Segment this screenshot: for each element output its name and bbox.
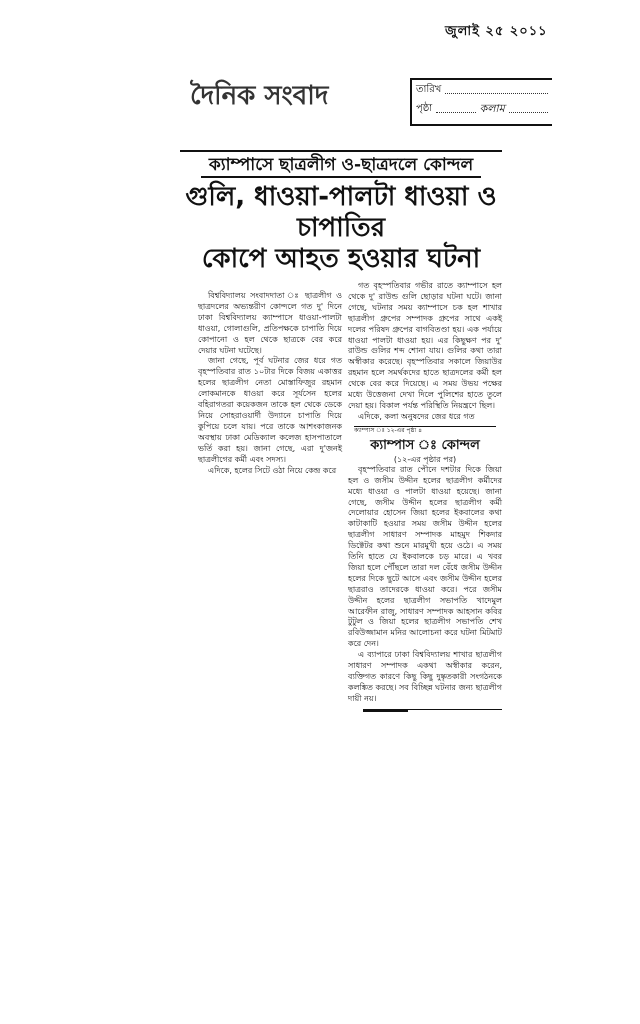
page-label: পৃষ্ঠা (416, 103, 433, 114)
paragraph: গত বৃহস্পতিবার গভীর রাতে ক্যাম্পাসে হল থেকে দু' রাউন্ড গুলি ছোড়ার ঘটনা ঘটে। জানা গেছে, ঘটনার সময় ক্যাম্পাসে চক হল শাখার ছাত্রলীগ গ্রুপের সম্পাদক গ্রুপের সাথে একই দলের পরিষদ গ্রুপের বাগবিতণ্ডা হয়। এক পর্যায়ে ধাওয়া পালটা ধাওয়া হয়। এর কিছুক্ষণ পর দু' রাউন্ড গুলির শব্দ শোনা যায়। গুলির কথা তারা অস্বীকার করেছে। বৃহস্পতিবার সকালে জিয়াউর রহমান হলে সমর্থকদের হাতে ছাত্রদলের কর্মী হল থেকে বের করে দিয়েছে। এ সময় উভয় পক্ষের মধ্যে উত্তেজনা দেখা দিলে পুলিশের হাতে তুলে দেয়া হয়। বিকাল পর্যন্ত পরিস্থিতি নিয়ন্ত্রণে ছিল। (348, 281, 502, 410)
article-kicker: ক্যাম্পাসে ছাত্রলীগ ও-ছাত্রদলে কোন্দল (201, 154, 481, 178)
jump-line: ক্যাম্পাস ঃ ১২-এর পৃষ্ঠা ৪ (354, 426, 496, 435)
end-rules (348, 709, 502, 713)
date-label: তারিখ (416, 84, 442, 95)
article-columns (180, 281, 502, 713)
article-column-right (348, 281, 502, 713)
continued-title: ক্যাম্পাস ঃ কোন্দল (370, 437, 480, 453)
date-blank (445, 85, 548, 94)
article-headline (180, 182, 502, 275)
article (180, 150, 502, 713)
paragraph: এদিকে, হলের সিটে ওঠা নিয়ে কেন্দ্র করে (208, 465, 337, 475)
paragraph: বিশ্ববিদ্যালয় সংবাদদাতা ঃ ছাত্রলীগ ও ছাত্রদলের অভ্যন্তরীণ কোন্দলে গত দু' দিনে ঢাকা বিশ্ববিদ্যালয় ক্যাম্পাসে ধাওয়া-পালটা ধাওয়া, গোলাগুলি, প্রতিপক্ষকে চাপাতি দিয়ে কোপানো ও হল থেকে ছাত্রকে বের করে দেয়ার ঘটনা ঘটেছে। (198, 291, 342, 355)
column-label: কলাম (479, 102, 505, 115)
paragraph: এদিকে, কলা অনুষদের জের ধরে গত (358, 411, 475, 421)
end-rule-divider (363, 710, 408, 712)
paragraph: এ ব্যাপারে ঢাকা বিশ্ববিদ্যালয় শাখার ছাত্রলীগ সাধারণ সম্পাদক একথা অস্বীকার করেন, ব্যক্তিগত কারণে কিছু কিছু দুষ্কৃতকারী সংগঠনকে কলঙ্কিত করছে। সব বিচ্ছিন্ন ঘটনার জন্য ছাত্রলীগ দায়ী নয়। (348, 650, 502, 703)
received-date-stamp: জুলাই ২৫ ২০১১ (445, 24, 548, 39)
page-blank (436, 104, 475, 113)
kicker-rule (180, 150, 502, 178)
newspaper-masthead: দৈনিক সংবাদ (190, 81, 329, 111)
column-blank (509, 104, 548, 113)
headline-line-1: গুলি, ধাওয়া-পালটা ধাওয়া ও চাপাতির (185, 182, 497, 243)
clipping-reference-box (410, 78, 552, 126)
article-continued-column (348, 465, 502, 705)
article-column-left (198, 291, 342, 476)
paragraph: জানা গেছে, পূর্ব ঘটনার জের ধরে গত বৃহস্পতিবার রাত ১০টার দিকে বিজয় একাত্তর হলের ছাত্রলীগ নেতা মোস্তাফিজুর রহমান লোকমানকে ধাওয়া করে সূর্যসেন হলের বহিরাগতরা কয়েকজন তাকে হল থেকে ডেকে নিয়ে সোহরাওয়ার্দী উদ্যানে চাপাতি দিয়ে কুপিয়ে চলে যায়। পরে তাকে আশংকাজনক অবস্থায় ঢাকা মেডিক্যাল কলেজ হাসপাতালে ভর্তি করা হয়। জানা গেছে, এরা দু'জনই ছাত্রলীগের কর্মী এবং সদস্য। (198, 356, 342, 464)
continued-subtitle: (১২-এর পৃষ্ঠার পর) (393, 454, 457, 464)
paragraph: বৃহস্পতিবার রাত পৌনে দশটার দিকে জিয়া হল ও জসীম উদ্দীন হলের ছাত্রলীগ কর্মীদের মধ্যে ধাওয়া ও পালটা ধাওয়া হয়েছে। জানা গেছে, জসীম উদ্দীন হলের ছাত্রলীগ কর্মী দেলোয়ার হোসেন জিয়া হলের ইকবালের কথা কাটাকাটি হওয়ার সময় জসীম উদ্দীন হলের ছাত্রলীগ সাধারণ সম্পাদক মাহমুদ শিকদার ডিক্টেটর কথা শুনে মারমুখী হয়ে ওঠে। এ সময় তিনি হাতে যে ইকবালকে চড় মারে। এ খবর জিয়া হলে পৌঁছলে তারা দল বেঁধে জসীম উদ্দীন হলের দিকে ছুটে আসে এবং জসীম উদ্দীন হলের ছাত্ররাও তাদেরকে ধাওয়া করে। পরে জসীম উদ্দীন হলের ছাত্রলীগ সভাপতি খাদেমুল আরেফীন রাজু, সাধারণ সম্পাদক আহসান কবির টুটুল ও জিয়া হলের ছাত্রলীগ সভাপতি শেখ রবিউজ্জামান মনির আলোচনা করে ঘটনা মিটমাট করে দেন। (348, 464, 502, 649)
headline-line-2: কোপে আহত হওয়ার ঘটনা (201, 244, 481, 274)
